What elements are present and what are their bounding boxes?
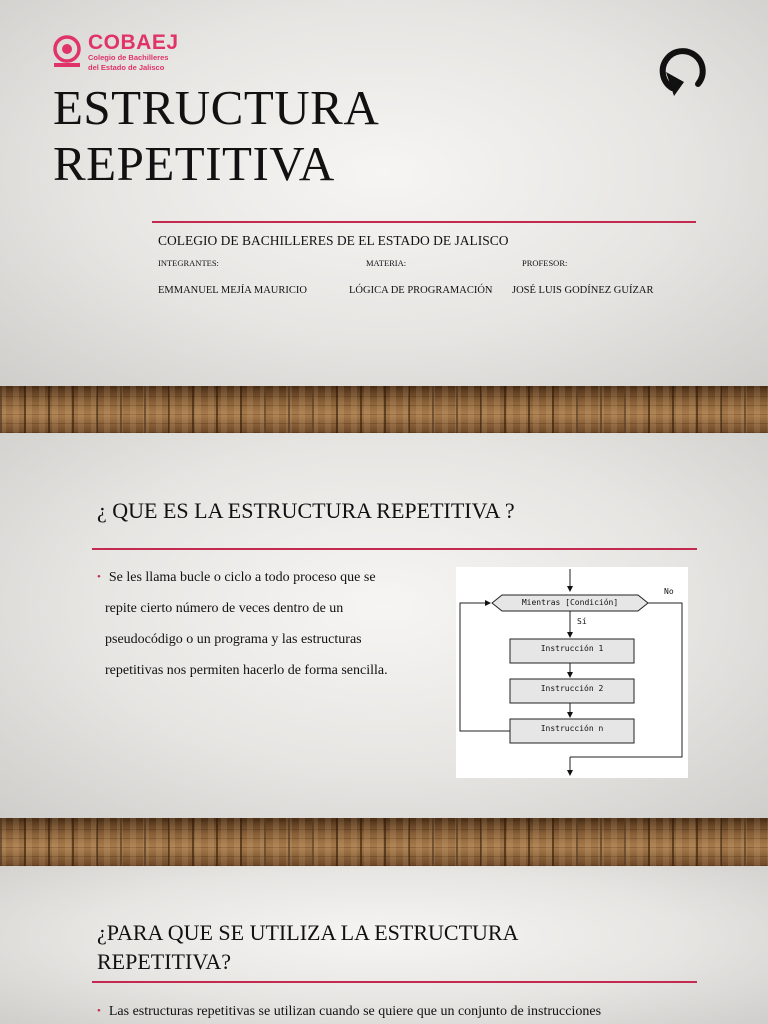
wood-floor-divider — [0, 386, 768, 433]
usage-heading — [97, 918, 518, 976]
members-label: INTEGRANTES: — [158, 258, 219, 268]
teacher-label: PROFESOR: — [522, 258, 568, 268]
bullet-dot-icon: • — [97, 1005, 101, 1017]
usage-slide — [0, 866, 768, 1024]
definition-divider — [92, 548, 697, 550]
definition-heading: ¿ QUE ES LA ESTRUCTURA REPETITIVA ? — [97, 498, 515, 523]
title-line-1: ESTRUCTURA — [53, 80, 380, 135]
flowchart-yes-label: Sí — [577, 617, 587, 626]
definition-bullet — [97, 562, 388, 686]
definition-line-1: Se les llama bucle o ciclo a todo proceso que se — [108, 570, 376, 585]
logo-name: COBAEJ — [88, 31, 179, 54]
cobaej-logo — [52, 32, 179, 72]
definition-line-3: pseudocódigo o un programa y las estructuras — [105, 632, 362, 647]
definition-line-2: repite cierto número de veces dentro de un — [105, 601, 344, 616]
logo-subtitle-1: Colegio de Bachilleres — [88, 53, 169, 62]
definition-line-4: repetitivas nos permiten hacerlo de forma sencilla. — [105, 663, 388, 678]
page-title — [53, 80, 379, 192]
usage-divider — [92, 981, 697, 983]
member-name: EMMANUEL MEJÍA MAURICIO — [158, 285, 307, 296]
flowchart-step-1: Instrucción 1 — [540, 644, 604, 653]
usage-heading-line-2: REPETITIVA? — [97, 949, 232, 974]
flowchart-diagram — [456, 567, 688, 778]
usage-bullet — [97, 996, 601, 1024]
usage-heading-line-1: ¿PARA QUE SE UTILIZA LA ESTRUCTURA — [97, 920, 519, 945]
bullet-dot-icon: • — [97, 571, 101, 583]
college-name: COLEGIO DE BACHILLERES DE EL ESTADO DE JALISCO — [158, 233, 509, 248]
logo-subtitle-2: del Estado de Jalisco — [88, 62, 165, 72]
cycle-arrow-icon — [654, 42, 710, 98]
title-slide — [0, 0, 768, 386]
flowchart-condition: Mientras [Condición] — [521, 598, 619, 607]
flowchart-step-2: Instrucción 2 — [540, 684, 604, 693]
title-line-2: REPETITIVA — [53, 136, 335, 191]
subject-name: LÓGICA DE PROGRAMACIÓN — [349, 285, 493, 296]
title-divider — [152, 221, 696, 223]
usage-line-1: Las estructuras repetitivas se utilizan cuando se quiere que un conjunto de instrucciones — [108, 1004, 602, 1019]
subject-label: MATERIA: — [366, 258, 407, 268]
flowchart-no-label: No — [664, 587, 674, 596]
teacher-name: JOSÉ LUIS GODÍNEZ GUÍZAR — [512, 285, 654, 296]
cobaej-logo-icon — [52, 35, 82, 69]
flowchart-step-n: Instrucción n — [540, 724, 604, 733]
wood-floor-divider-2 — [0, 818, 768, 866]
